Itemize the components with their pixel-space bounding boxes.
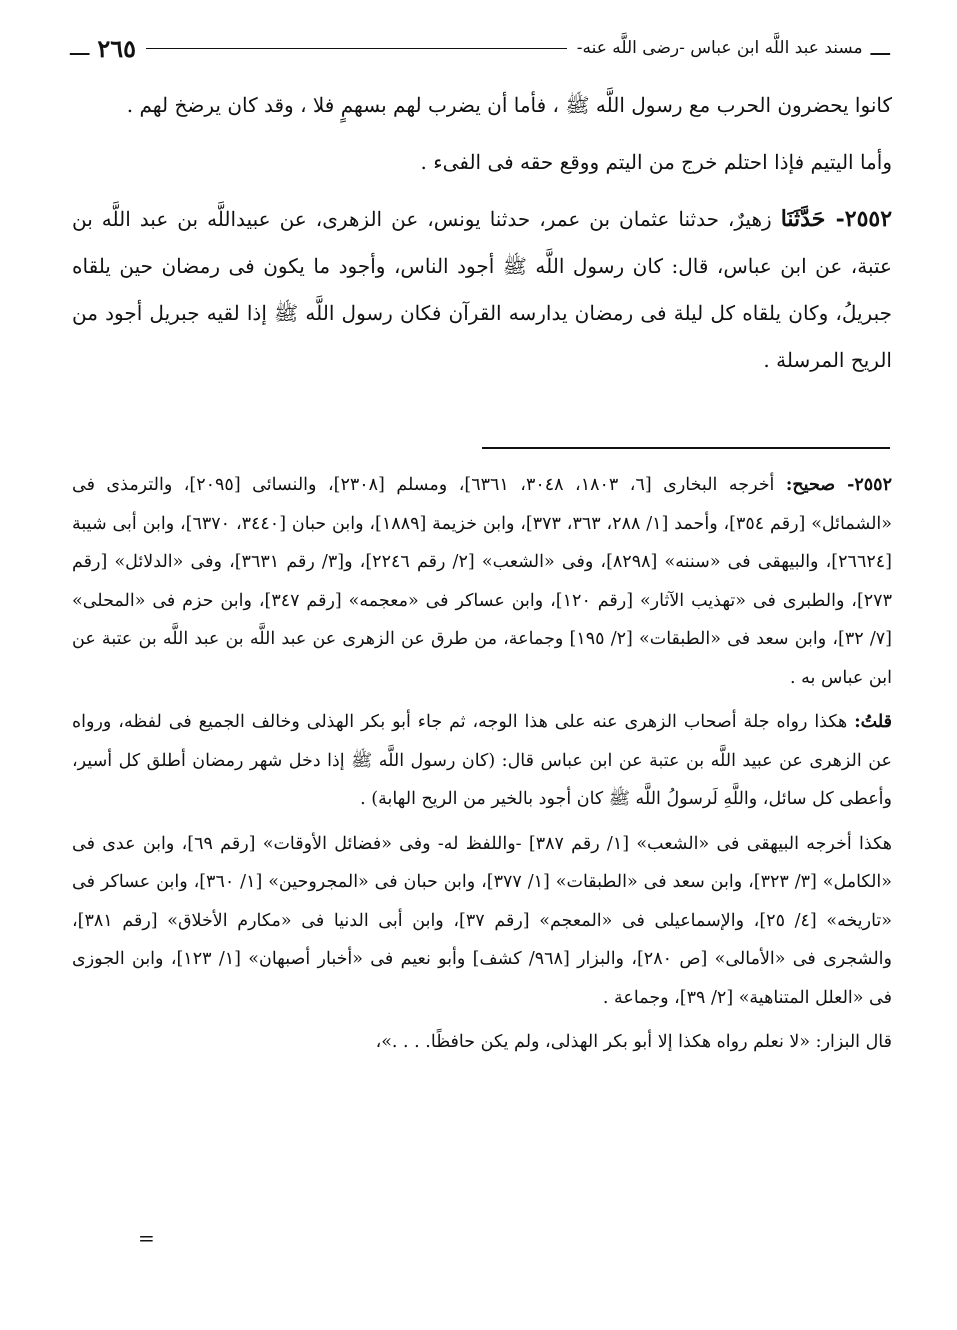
footnote-separator — [482, 447, 890, 449]
footnote-sources: هكذا أخرجه البيهقى فى «الشعب» [١/ رقم ٣٨٧] -واللفظ له- وفى «فضائل الأوقات» [رقم ٦٩]، وابن عدى فى «الكامل» [٣/ ٣٢٣]، وابن سعد فى «الطبقات» [١/ ٣٧٧]، وابن حبان فى «المجروحين» [١/ ٣٦٠]، وابن عساكر فى «تاريخه» [٤/ ٢٥]، والإسماعيلى فى «المعجم» [رقم ٣٧]، وابن أبى الدنيا فى «مكارم الأخلاق» [رقم ٣٨١]، والشجرى فى «الأمالى» [ص ٢٨٠]، والبزار [٩٦٨/ كشف] وأبو نعيم فى «أخبار أصبهان» [١/ ١٢٣]، وابن الجوزى فى «العلل المتناهية» [٢/ ٣٩]، وجماعة . — [72, 833, 892, 1008]
header-dash-right: ـــ — [870, 35, 890, 61]
comment-label: قلتُ: — [854, 712, 892, 732]
hadith-number: ٢٥٥٢- حَدَّثَنَا — [780, 206, 893, 232]
main-paragraph-1: كانوا يحضرون الحرب مع رسول اللَّه ﷺ ، فأما أن يضرب لهم بسهمٍ فلا ، وقد كان يرضخ لهم . — [126, 93, 892, 117]
continuation-mark: = — [138, 1226, 155, 1250]
hadith-text: زهيرٌ، حدثنا عثمان بن عمر، حدثنا يونس، عن الزهرى، عن عبيداللَّه بن عبد اللَّه بن عتبة، عن ابن عباس، قال: كان رسول اللَّه ﷺ أجود الناس، وأجود ما يكون فى رمضان حين يلقاه جبريلُ، وكان يلقاه كل ليلة فى رمضان يدارسه القرآن فكان رسول اللَّه ﷺ إذا لقيه جبريل أجود من الريح المرسلة . — [72, 207, 892, 372]
footnotes — [72, 466, 892, 1062]
footnote-comment — [72, 703, 892, 819]
page-number: ٢٦٥ — [97, 33, 137, 63]
header-title: مسند عبد اللَّه ابن عباس -رضى اللَّه عنه- — [576, 38, 863, 58]
footnote-comment-text: هكذا رواه جلة أصحاب الزهرى عنه على هذا الوجه، ثم جاء أبو بكر الهذلى وخالف الجميع فى لفظه، ورواه عن الزهرى عن عبيد اللَّه بن عتبة عن ابن عباس قال: (كان رسول اللَّه ﷺ إذا دخل شهر رمضان أطلق كل أسير، وأعطى كل سائل، واللَّهِ لَرسولُ اللَّه ﷺ كان أجود بالخير من الريح الهابة) . — [72, 712, 892, 809]
main-text — [72, 82, 892, 384]
footnote-label: ٢٥٥٢- صحيح: — [785, 475, 892, 495]
footnote-bazzar: قال البزار: «لا نعلم رواه هكذا إلا أبو بكر الهذلى، ولم يكن حافظًا. . . .»، — [375, 1032, 892, 1052]
footnote-takhrij-text: أخرجه البخارى [٦، ١٨٠٣، ٣٠٤٨، ٦٣٦١]، ومسلم [٢٣٠٨]، والنسائى [٢٠٩٥]، والترمذى فى «الشمائل» [رقم ٣٥٤]، وأحمد [١/ ٢٨٨، ٣٦٣، ٣٧٣]، وابن خزيمة [١٨٨٩]، وابن حبان [٣٤٤٠، ٦٣٧٠]، وابن أبى شيبة [٢٦٦٢٤]، والبيهقى فى «سننه» [٨٢٩٨]، وفى «الشعب» [٢/ رقم ٢٢٤٦]، و[٣/ رقم ٣٦٣١]، وفى «الدلائل» [رقم ٢٧٣]، والطبرى فى «تهذيب الآثار» [رقم ١٢٠]، وابن عساكر فى «معجمه» [رقم ٣٤٧]، وابن حزم فى «المحلى» [٧/ ٣٢]، وابن سعد فى «الطبقات» [٢/ ١٩٥] وجماعة، من طرق عن الزهرى عن عبد اللَّه بن عبد اللَّه بن عتبة عن ابن عباس به . — [72, 475, 892, 688]
header-dash-left: ـــ — [70, 35, 90, 61]
running-header — [70, 30, 890, 66]
hadith-paragraph — [72, 196, 892, 384]
main-paragraph-2: وأما اليتيم فإذا احتلم خرج من اليتم ووقع حقه فى الفىء . — [420, 150, 892, 174]
header-rule — [146, 48, 567, 49]
footnote-takhrij — [72, 466, 892, 697]
